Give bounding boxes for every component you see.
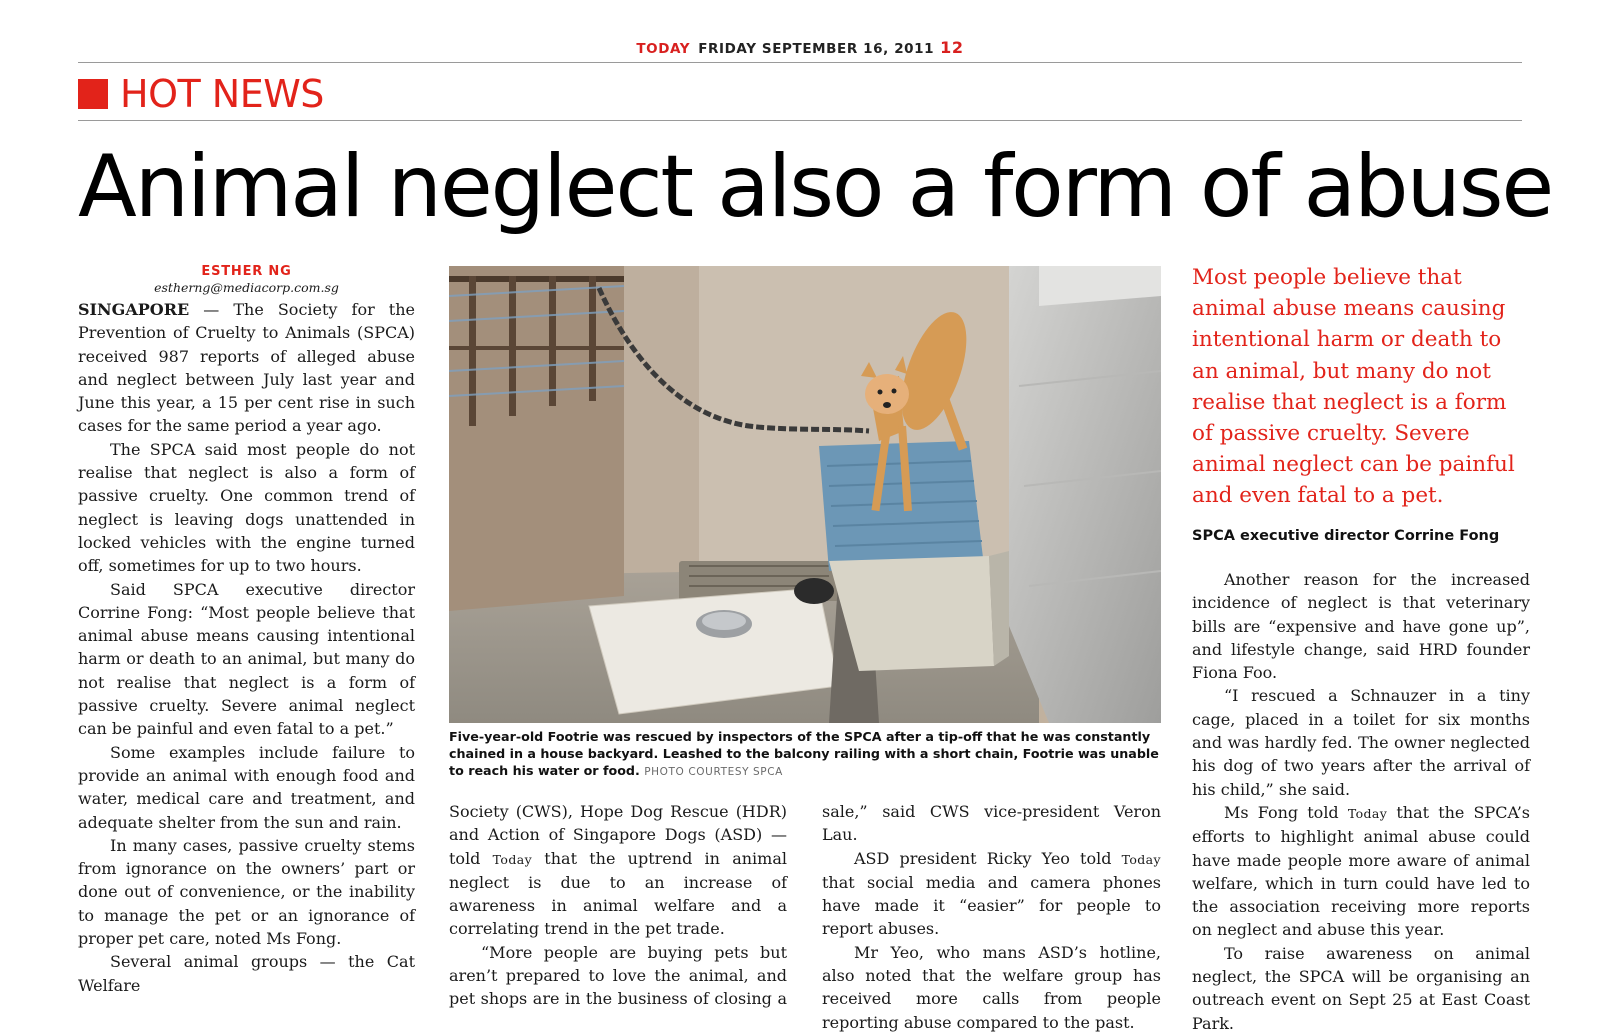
pull-quote-source: SPCA executive director Corrine Fong (1192, 528, 1500, 544)
masthead-date: FRIDAY SEPTEMBER 16, 2011 (698, 41, 935, 57)
col1-paragraph-5: In many cases, passive cruelty stems from ignorance on the owners’ part or done out of convenience, or the inability to manage the pet or an ignorance of proper pet care, noted Ms Fong. (78, 835, 415, 949)
masthead-paper: TODAY (636, 41, 691, 57)
column-1 (78, 264, 415, 997)
col3-paragraph-1: sale,” said CWS vice-president Veron Lau. (822, 802, 1161, 845)
col1-paragraph-4: Some examples include failure to provide an animal with enough food and water, medical care and treatment, and adequate shelter from the sun and rain. (78, 742, 415, 832)
dog-photo-illustration (449, 266, 1161, 723)
photo-caption (449, 728, 1161, 781)
byline-name: ESTHER NG (201, 264, 292, 279)
col1-paragraph-1: SINGAPORE — The Society for the Prevention of Cruelty to Animals (SPCA) received 987 reports of alleged abuse and neglect between July last year and June this year, a 15 per cent rise in such cases for the same period a year ago. (78, 300, 415, 436)
top-rule (78, 62, 1522, 63)
column-2 (449, 800, 787, 1011)
col2-paragraph-1: Society (CWS), Hope Dog Rescue (HDR) and Action of Singapore Dogs (ASD) — told Today that the uptrend in animal neglect is due to an increase of awareness in animal welfare and a correlating trend in the pet trade. (449, 802, 787, 939)
byline-email: estherng@mediacorp.com.sg (154, 280, 339, 295)
headline: Animal neglect also a form of abuse (78, 137, 1553, 237)
pull-quote: Most people believe that animal abuse means causing intentional harm or death to an animal, but many do not realise that neglect is a form of passive cruelty. Severe animal neglect can be painful and even fatal to a pet. (1192, 265, 1515, 509)
col4-paragraph-2: “I rescued a Schnauzer in a tiny cage, placed in a toilet for six months and was hardly fed. The owner neglected his dog of two years after the arrival of his child,” she said. (1192, 686, 1530, 799)
section-header (78, 72, 324, 116)
col4-paragraph-1: Another reason for the increased incidence of neglect is that veterinary bills are “expensive and have gone up”, and lifestyle change, said HRD founder Fiona Foo. (1192, 570, 1530, 683)
article-photo (449, 266, 1161, 723)
column-3 (822, 800, 1161, 1034)
today-smallcaps: Today (1121, 851, 1161, 867)
masthead (0, 38, 1600, 57)
col1-paragraph-6: Several animal groups — the Cat Welfare (78, 952, 415, 995)
section-rule (78, 120, 1522, 121)
col2-paragraph-2: “More people are buying pets but aren’t prepared to love the animal, and pet shops are in the business of closing a (449, 942, 787, 1009)
page-number: 12 (940, 38, 964, 57)
column-4 (1192, 568, 1530, 1035)
col4-paragraph-3: Ms Fong told Today that the SPCA’s efforts to highlight animal abuse could have made people more aware of animal welfare, which in turn could have led to the association receiving more reports on neglect and abuse this year. (1192, 802, 1530, 940)
today-smallcaps: Today (1347, 805, 1388, 821)
caption-text: Five-year-old Footrie was rescued by inspectors of the SPCA after a tip-off that he was constantly chained in a house backyard. Leashed to the balcony railing with a short chain, Footrie was unable to reach his water or food. (449, 729, 1159, 778)
col1-paragraph-3: Said SPCA executive director Corrine Fong: “Most people believe that animal abuse means causing intentional harm or death to an animal, but many do not realise that neglect is a form of passive cruelty. Severe animal neglect can be painful and even fatal to a pet.” (78, 579, 415, 739)
byline (78, 264, 415, 296)
col4-paragraph-4: To raise awareness on animal neglect, the SPCA will be organising an outreach event on Sept 25 at East Coast Park. (1192, 943, 1530, 1033)
today-smallcaps: Today (492, 851, 533, 867)
dateline: SINGAPORE (78, 300, 190, 319)
photo-credit: PHOTO COURTESY SPCA (644, 766, 783, 778)
col3-paragraph-2: ASD president Ricky Yeo told Today that social media and camera phones have made it “easier” for people to report abuses. (822, 848, 1161, 939)
col1-paragraph-2: The SPCA said most people do not realise that neglect is also a form of passive cruelty. One common trend of neglect is leaving dogs unattended in locked vehicles with the engine turned off, sometimes for up to two hours. (78, 439, 415, 576)
section-square-icon (78, 79, 108, 109)
section-label: HOT NEWS (120, 72, 324, 116)
col3-paragraph-3: Mr Yeo, who mans ASD’s hotline, also noted that the welfare group has received more calls from people reporting abuse compared to the past. (822, 942, 1161, 1032)
